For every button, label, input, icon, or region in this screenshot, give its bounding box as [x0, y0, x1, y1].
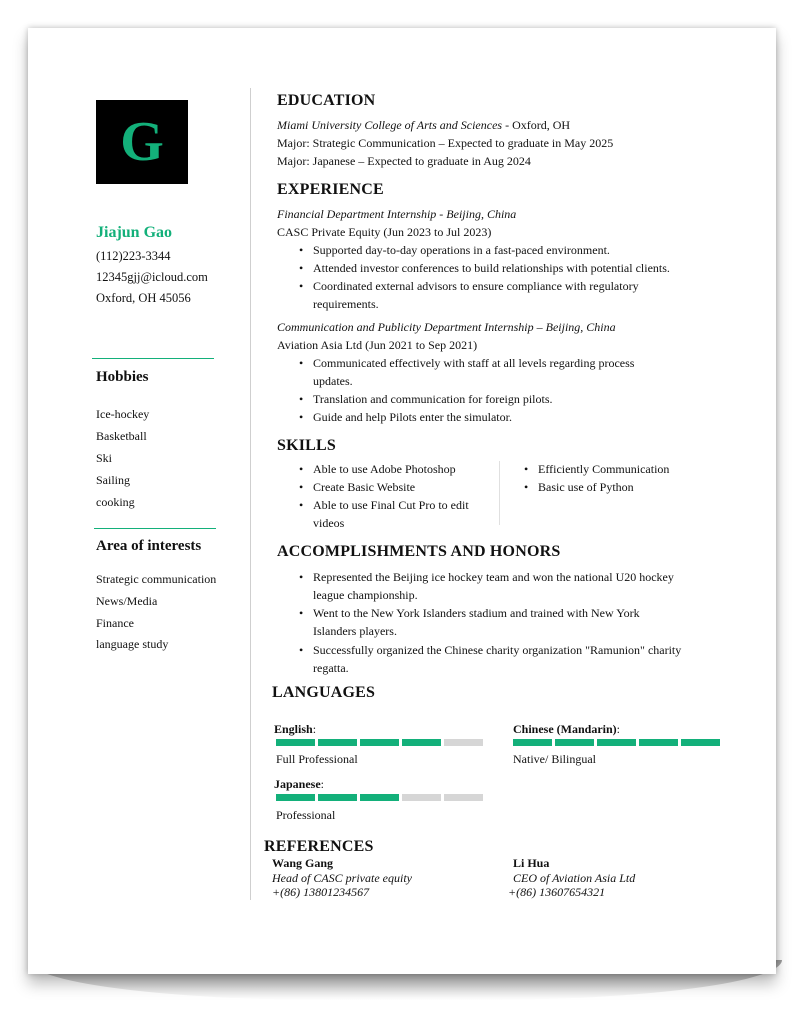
language-name: English: [274, 722, 317, 736]
education-heading: EDUCATION [277, 92, 376, 109]
language-name-text: English [274, 722, 313, 736]
level-segment-filled [318, 794, 357, 801]
level-segment-filled [402, 739, 441, 746]
reference-phone: +(86) 13607654321 [508, 885, 606, 899]
email: 12345gjj@icloud.com [96, 270, 208, 284]
monogram-logo [96, 100, 188, 184]
school-line [277, 118, 570, 133]
level-segment-empty [444, 739, 483, 746]
level-segment-filled [360, 794, 399, 801]
interest-item: language study [96, 637, 169, 651]
interest-item: Finance [96, 616, 134, 630]
divider [92, 358, 214, 359]
language-level-bar [513, 739, 720, 746]
job-bullet: • Coordinated external advisors to ensure compliance with regulatory requirements. [313, 277, 683, 313]
column-divider [250, 88, 251, 900]
divider [94, 528, 216, 529]
interest-item: News/Media [96, 594, 158, 608]
language-level-bar [276, 739, 483, 746]
school-sep: - [502, 118, 513, 132]
skill-item: • Create Basic Website [313, 478, 493, 496]
accomplishment-item: • Represented the Beijing ice hockey team and won the national U20 hockey league championship. [313, 568, 708, 604]
resume-page [28, 28, 776, 974]
level-segment-filled [360, 739, 399, 746]
language-level-bar [276, 794, 483, 801]
level-segment-empty [402, 794, 441, 801]
level-segment-filled [681, 739, 720, 746]
candidate-name: Jiajun Gao [96, 224, 173, 241]
hobby-item: cooking [96, 495, 135, 509]
phone: (112)223-3344 [96, 249, 171, 263]
level-segment-filled [639, 739, 678, 746]
job-bullet: • Supported day-to-day operations in a fast-paced environment. [313, 241, 713, 259]
language-level: Full Professional [276, 752, 358, 766]
job-company: CASC Private Equity (Jun 2023 to Jul 2023) [277, 225, 492, 239]
language-name: Chinese (Mandarin): [513, 722, 621, 736]
level-segment-filled [276, 794, 315, 801]
reference-name: Li Hua [513, 856, 550, 870]
major-line: Major: Japanese – Expected to graduate in Aug 2024 [277, 154, 531, 168]
level-segment-filled [513, 739, 552, 746]
school-location: Oxford, OH [512, 118, 571, 132]
job-role: Financial Department Internship - Beijing, China [277, 207, 517, 221]
experience-heading: EXPERIENCE [277, 181, 384, 198]
references-heading: REFERENCES [264, 838, 374, 855]
language-level: Professional [276, 808, 336, 822]
language-level: Native/ Bilingual [513, 752, 596, 766]
reference-name: Wang Gang [272, 856, 334, 870]
interest-item: Strategic communication [96, 572, 217, 586]
skills-heading: SKILLS [277, 437, 337, 454]
job-bullet: • Translation and communication for foreign pilots. [313, 390, 693, 408]
job-role: Communication and Publicity Department Internship – Beijing, China [277, 320, 616, 334]
monogram-letter: G [120, 111, 164, 173]
hobby-item: Ski [96, 451, 113, 465]
job-bullet: • Communicated effectively with staff at all levels regarding process updates. [313, 354, 668, 390]
job-company: Aviation Asia Ltd (Jun 2021 to Sep 2021) [277, 338, 478, 352]
hobby-item: Sailing [96, 473, 131, 487]
reference-phone: +(86) 13801234567 [272, 885, 370, 899]
job-bullet: • Guide and help Pilots enter the simulator. [313, 408, 693, 426]
accomplishments-heading: ACCOMPLISHMENTS AND HONORS [277, 543, 561, 560]
skill-item: • Basic use of Python [538, 478, 738, 496]
hobby-item: Basketball [96, 429, 147, 443]
language-name-text: Chinese (Mandarin) [513, 722, 617, 736]
interests-heading: Area of interests [96, 538, 202, 554]
skill-item: • Efficiently Communication [538, 460, 738, 478]
level-segment-filled [318, 739, 357, 746]
language-name: Japanese: [274, 777, 325, 791]
level-segment-empty [444, 794, 483, 801]
school-name: Miami University College of Arts and Sciences [277, 118, 503, 132]
major-line: Major: Strategic Communication – Expected to graduate in May 2025 [277, 136, 614, 150]
reference-title: Head of CASC private equity [272, 871, 412, 885]
accomplishment-item: • Went to the New York Islanders stadium and trained with New York Islanders players. [313, 604, 683, 640]
level-segment-filled [276, 739, 315, 746]
language-name-text: Japanese [274, 777, 321, 791]
level-segment-filled [555, 739, 594, 746]
location: Oxford, OH 45056 [96, 291, 191, 305]
hobby-item: Ice-hockey [96, 407, 150, 421]
languages-heading: LANGUAGES [272, 684, 376, 701]
accomplishment-item: • Successfully organized the Chinese charity organization "Ramunion" charity regatta. [313, 641, 683, 677]
skill-item: • Able to use Final Cut Pro to edit videos [313, 496, 493, 532]
skills-column-divider [499, 461, 500, 525]
skill-item: • Able to use Adobe Photoshop [313, 460, 493, 478]
level-segment-filled [597, 739, 636, 746]
hobbies-heading: Hobbies [96, 369, 149, 385]
job-bullet: • Attended investor conferences to build relationships with potential clients. [313, 259, 713, 277]
reference-title: CEO of Aviation Asia Ltd [513, 871, 636, 885]
